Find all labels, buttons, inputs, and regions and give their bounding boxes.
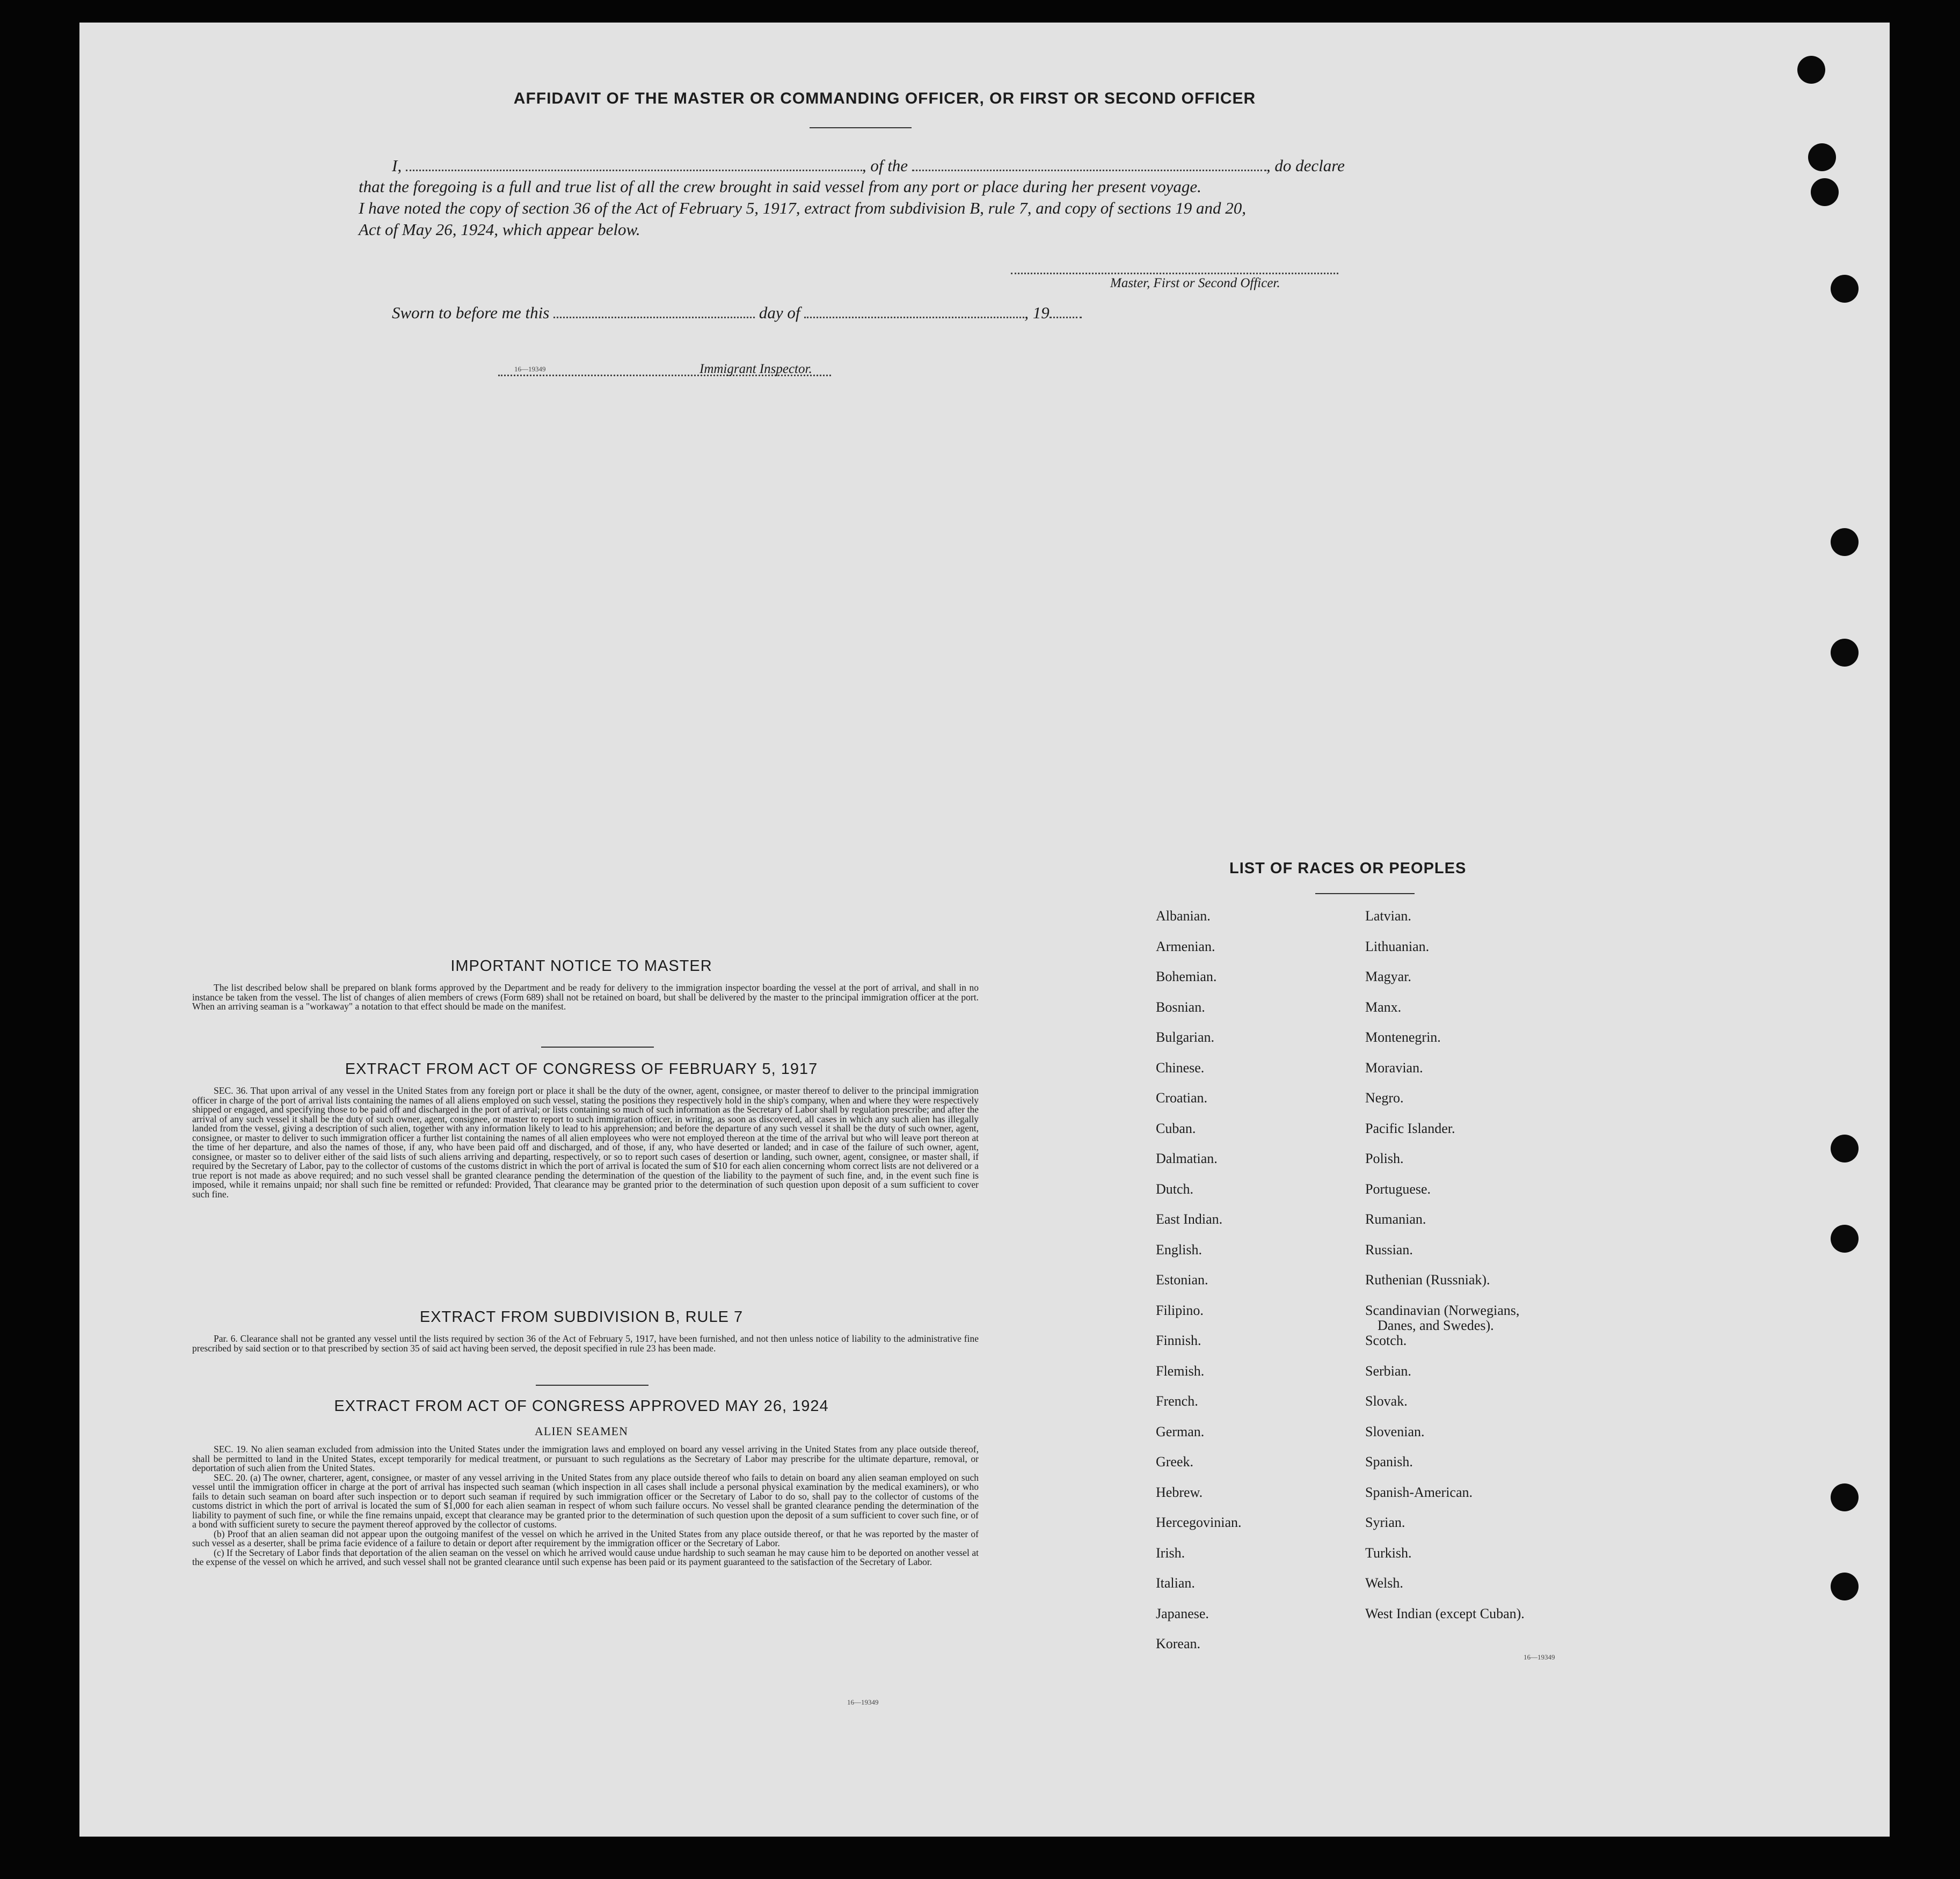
race-item: Estonian. — [1156, 1272, 1208, 1288]
section-19-paragraph: SEC. 19. No alien seaman excluded from admission into the United States under the immigration laws and employed on board any vessel arriving in the United States from any place outside thereof, shall be permitted to land in the United States, except temporarily for medical treatment, or pursuant to such regulations as the Secretary of Labor may prescribe for the ultimate departure, removal, or deportation of such alien from the United States. — [192, 1444, 979, 1473]
race-item: Pacific Islander. — [1365, 1120, 1455, 1136]
race-item: Cuban. — [1156, 1120, 1196, 1136]
race-item: Negro. — [1365, 1090, 1404, 1106]
race-item: Spanish. — [1365, 1454, 1413, 1469]
race-item: Portuguese. — [1365, 1181, 1431, 1197]
section-divider — [536, 1385, 649, 1386]
race-item: Manx. — [1365, 999, 1402, 1015]
par-6-paragraph: Par. 6. Clearance shall not be granted any vessel until the lists required by section 36 of the Act of February 5, 1917, have been furnished, and not then unless notice of liability to the administrative fine prescribed by said section or to that prescribed by section 35 of said act having been served, the deposit specified in rule 23 has been made. — [192, 1333, 979, 1354]
form-number: 16—19349 — [1524, 1653, 1555, 1661]
race-item: Bohemian. — [1156, 969, 1217, 984]
sworn-line — [392, 303, 1082, 323]
race-item: Dutch. — [1156, 1181, 1194, 1197]
sworn-year-field[interactable] — [1050, 303, 1082, 318]
notice-paragraph: The list described below shall be prepared on blank forms approved by the Department and be ready for delivery to the immigration inspector boarding the vessel at the port of arrival, and shall in no instance be taken from the vessel. The list of changes of alien members of crews (Form 689) shall not be retained on board, but shall be delivered by the master to the principal immigration officer at the port. When an arriving seaman is a "workaway" a notation to that effect should be made on the manifest. — [192, 982, 979, 1012]
race-item: Bosnian. — [1156, 999, 1205, 1015]
punch-hole — [1831, 1573, 1859, 1600]
form-sheet — [79, 23, 1890, 1837]
race-item: Welsh. — [1365, 1575, 1403, 1591]
race-item: Armenian. — [1156, 938, 1215, 954]
notice-title: IMPORTANT NOTICE TO MASTER — [450, 957, 712, 975]
form-number: 16—19349 — [847, 1698, 879, 1706]
affidavit-i: I, — [392, 156, 402, 175]
punch-hole — [1831, 639, 1859, 667]
punch-hole — [1831, 1225, 1859, 1253]
race-item: Lithuanian. — [1365, 938, 1430, 954]
section-divider — [541, 1047, 654, 1048]
punch-hole — [1831, 528, 1859, 556]
punch-hole — [1811, 178, 1839, 206]
race-item: Croatian. — [1156, 1090, 1208, 1106]
punch-hole — [1831, 275, 1859, 303]
race-item: Moravian. — [1365, 1059, 1423, 1076]
name-field[interactable] — [406, 156, 862, 171]
race-item: Scotch. — [1365, 1333, 1407, 1348]
race-item: Filipino. — [1156, 1302, 1204, 1318]
section-36-paragraph: SEC. 36. That upon arrival of any vessel in the United States from any foreign port or place it shall be the duty of the owner, agent, consignee, or master thereof to deliver to the principal immigration officer in charge of the port of arrival lists containing the names of all aliens employed on such vessel, stating the positions they respectively hold in the ship's company, when and where they were respectively shipped or engaged, and specifying those to be paid off and discharged in the port of arrival; or lists containing so much of such information as the Secretary of Labor shall by regulation prescribe; and after the arrival of any such vessel it shall be the duty of such owner, agent, consignee, or master to report to such immigration officer, in writing, as soon as discovered, all cases in which any such alien has illegally landed from the vessel, giving a description of such alien, together with any information likely to lead to his apprehension; and before the departure of any such vessel it shall be the duty of such owner, agent, consignee, or master to deliver to such immigration officer a further list containing the names of all alien employees who were not employed thereon at the time of the arrival but who will leave port thereon at the time of her departure, and also the names of those, if any, who have been paid off and discharged, and of those, if any, who have deserted or landed; and in case of the failure of such owner, agent, consignee, or master so to deliver either of the said lists of such aliens arriving and departing, respectively, or so to report such cases of desertion or landing, such owner, agent, consignee, or master shall, if required by the Secretary of Labor, pay to the collector of customs of the customs district in which the port of arrival is located the sum of $10 for each alien concerning whom correct lists are not delivered or a true report is not made as above required; and no such vessel shall be granted clearance pending the determination of the question of the liability to the payment of such fine, and, in the event such fine is imposed, while it remains unpaid; nor shall such fine be remitted or refunded: Provided, That clearance may be granted prior to the determination of such question upon deposit of a sum sufficient to cover such fine. — [192, 1085, 979, 1200]
vessel-field[interactable] — [912, 156, 1266, 171]
races-title-divider — [1315, 893, 1415, 894]
notice-body — [192, 983, 979, 1012]
race-item: Irish. — [1156, 1545, 1185, 1561]
extract-1924-body — [192, 1445, 979, 1567]
race-item: French. — [1156, 1393, 1198, 1409]
punch-hole — [1808, 143, 1836, 171]
race-item: Rumanian. — [1365, 1211, 1426, 1227]
punch-hole — [1797, 56, 1825, 84]
alien-seamen-subtitle: ALIEN SEAMEN — [535, 1424, 628, 1438]
race-item: Albanian. — [1156, 908, 1211, 924]
race-item: Latvian. — [1365, 908, 1411, 924]
punch-hole — [1831, 1483, 1859, 1511]
race-item: English. — [1156, 1241, 1202, 1257]
race-item: Hercegovinian. — [1156, 1515, 1242, 1530]
race-item: Russian. — [1365, 1241, 1413, 1257]
races-title: LIST OF RACES OR PEOPLES — [1229, 860, 1467, 877]
sworn-month-field[interactable] — [804, 303, 1024, 318]
affidavit-line-1 — [392, 156, 1345, 176]
signature-line[interactable] — [1011, 259, 1338, 274]
rule-7-body — [192, 1334, 979, 1353]
section-20b-paragraph: (b) Proof that an alien seaman did not appear upon the outgoing manifest of the vessel on which he arrived in the United States from any place outside thereof, or that he was reported by the master of such vessel as a deserter, shall be prima facie evidence of a failure to detain or deport after requirement by the immigration officer or the Secretary of Labor. — [192, 1528, 979, 1548]
inspector-caption: Immigrant Inspector. — [700, 362, 812, 376]
race-item: Magyar. — [1365, 969, 1411, 984]
race-item: Turkish. — [1365, 1545, 1412, 1561]
race-item: Syrian. — [1365, 1515, 1405, 1530]
race-item: German. — [1156, 1423, 1205, 1439]
race-item: Slovenian. — [1365, 1423, 1425, 1439]
race-item: Finnish. — [1156, 1333, 1201, 1348]
form-number: 16—19349 — [514, 365, 546, 373]
race-item: Japanese. — [1156, 1605, 1209, 1621]
title-divider — [810, 127, 912, 128]
race-item: Serbian. — [1365, 1363, 1411, 1379]
extract-1917-title: EXTRACT FROM ACT OF CONGRESS OF FEBRUARY 5, 1917 — [345, 1061, 818, 1078]
race-item: Greek. — [1156, 1454, 1194, 1469]
extract-1917-body — [192, 1086, 979, 1199]
affidavit-of-the: , of the — [862, 156, 908, 175]
affidavit-do-declare: , do declare — [1266, 156, 1345, 175]
race-item: Spanish-American. — [1365, 1484, 1473, 1500]
race-item: Flemish. — [1156, 1363, 1205, 1379]
race-item: Hebrew. — [1156, 1484, 1203, 1500]
sworn-day-field[interactable] — [553, 303, 755, 318]
affidavit-line-2: that the foregoing is a full and true list of all the crew brought in said vessel from any port or place during her present voyage. — [359, 177, 1201, 196]
race-item: Scandinavian (Norwegians, — [1365, 1302, 1520, 1318]
race-item: Danes, and Swedes). — [1378, 1317, 1494, 1333]
affidavit-line-3: I have noted the copy of section 36 of the Act of February 5, 1917, extract from subdivision B, rule 7, and copy of sections 19 and 20, — [359, 199, 1247, 217]
sworn-year-prefix: , 19 — [1024, 303, 1050, 322]
race-item: Italian. — [1156, 1575, 1195, 1591]
rule-7-title: EXTRACT FROM SUBDIVISION B, RULE 7 — [419, 1308, 744, 1326]
affidavit-title: AFFIDAVIT OF THE MASTER OR COMMANDING OFFICER, OR FIRST OR SECOND OFFICER — [513, 90, 1256, 107]
race-item: Bulgarian. — [1156, 1029, 1215, 1045]
race-item: Korean. — [1156, 1636, 1201, 1651]
punch-hole — [1831, 1135, 1859, 1163]
affidavit-line-4: Act of May 26, 1924, which appear below. — [359, 220, 640, 239]
race-item: Slovak. — [1365, 1393, 1408, 1409]
signature-caption: Master, First or Second Officer. — [1110, 276, 1280, 290]
sworn-day-of: day of — [759, 303, 800, 322]
race-item: Dalmatian. — [1156, 1151, 1218, 1166]
sworn-text: Sworn to before me this — [392, 303, 550, 322]
race-item: East Indian. — [1156, 1211, 1223, 1227]
race-item: Montenegrin. — [1365, 1029, 1441, 1045]
race-item: Ruthenian (Russniak). — [1365, 1272, 1490, 1288]
section-20c-paragraph: (c) If the Secretary of Labor finds that deportation of the alien seaman on the vessel on which he arrived would cause undue hardship to such seaman he may cause him to be deported on another vessel at the expense of the vessel on which he arrived, and such vessel shall not be granted clearance until such expense has been paid or its payment guaranteed to the satisfaction of the Secretary of Labor. — [192, 1547, 979, 1567]
race-item: Polish. — [1365, 1151, 1404, 1166]
race-item: West Indian (except Cuban). — [1365, 1605, 1525, 1621]
extract-1924-title: EXTRACT FROM ACT OF CONGRESS APPROVED MAY 26, 1924 — [334, 1398, 829, 1415]
section-20a-paragraph: SEC. 20. (a) The owner, charterer, agent, consignee, or master of any vessel arriving in the United States from any place outside thereof who fails to detain on board any alien seaman employed on such vessel until the immigration officer in charge at the port of arrival has inspected such seaman (which inspection in all cases shall include a personal physical examination by the medical examiners), or who fails to detain such seaman on board after such inspection or to deport such seaman if required by such immigration officer or the Secretary of Labor to do so, shall pay to the collector of customs of the customs district in which the port of arrival is located the sum of $1,000 for each alien seaman in respect of whom such failure occurs. No vessel shall be granted clearance pending the determination of the liability to payment of such fine, or while the fine remains unpaid, except that clearance may be granted prior to the determination of such question upon the deposit of a sum sufficient to cover such fine, or of a bond with sufficient surety to secure the payment thereof approved by the collector of customs. — [192, 1472, 979, 1530]
race-item: Chinese. — [1156, 1059, 1205, 1076]
